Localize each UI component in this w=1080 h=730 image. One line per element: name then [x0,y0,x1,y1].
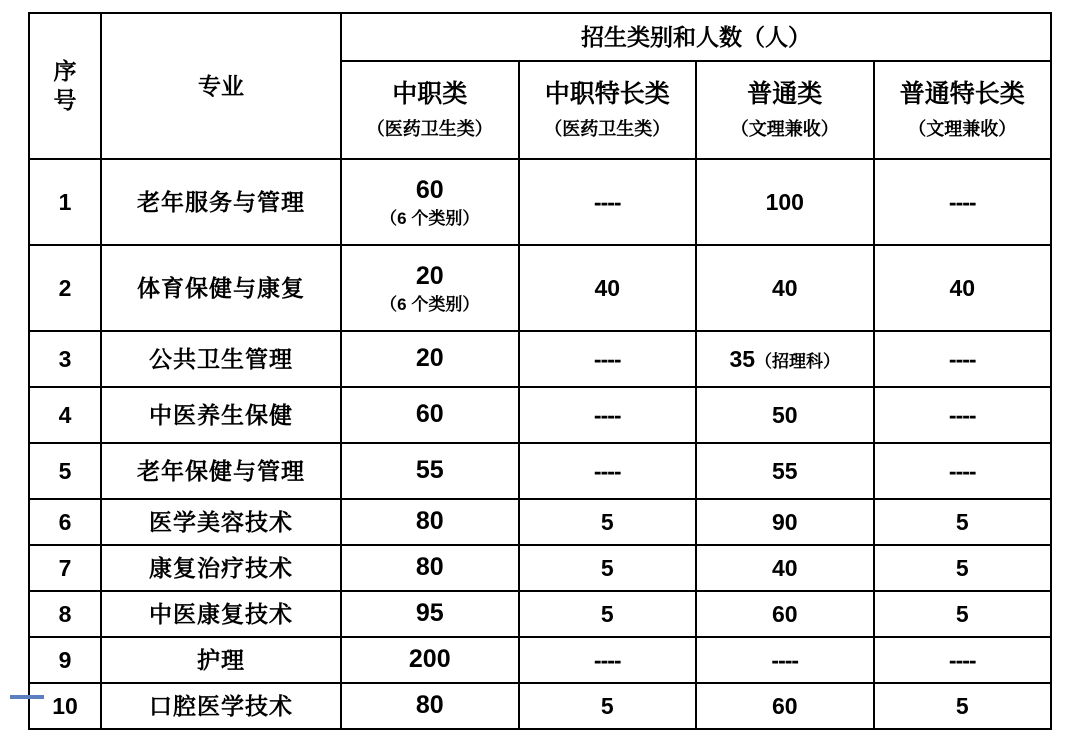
row-cat3-value: 40 [771,554,798,581]
row-major: 老年服务与管理 [101,159,341,245]
row-cat3 [696,591,874,637]
header-category-4-main: 普通特长类 [899,80,1025,109]
row-major: 中医养生保健 [101,387,341,443]
row-seq: 9 [29,637,101,683]
table-body [29,159,1051,729]
table-row [29,637,1051,683]
row-cat4: 5 [874,591,1052,637]
row-cat4: 5 [874,545,1052,591]
header-category-4-sub: （文理兼收） [908,119,1017,140]
row-cat3 [696,387,874,443]
row-cat1-note: （6 个类别） [380,295,480,314]
row-cat1 [341,159,519,245]
header-category-3-main: 普通类 [747,80,823,109]
row-seq: 7 [29,545,101,591]
row-cat1-value: 60 [415,175,444,204]
header-category-2 [519,61,697,159]
header-category-1-sub: （医药卫生类） [366,119,493,140]
header-seq-line1: 序 [53,58,77,85]
row-cat4: ---- [874,331,1052,387]
row-cat3-value: 55 [771,457,798,484]
table-row [29,683,1051,729]
row-cat4: 5 [874,683,1052,729]
header-category-1-main: 中职类 [392,80,468,109]
row-major: 老年保健与管理 [101,443,341,499]
row-cat1 [341,637,519,683]
row-seq: 8 [29,591,101,637]
row-cat1-value: 60 [415,400,444,429]
row-major: 中医康复技术 [101,591,341,637]
row-cat1 [341,245,519,331]
table-row [29,387,1051,443]
header-seq-line2: 号 [53,87,77,113]
row-cat1-value: 55 [415,456,444,485]
row-cat2: 5 [519,591,697,637]
row-major: 口腔医学技术 [101,683,341,729]
row-seq: 10 [29,683,101,729]
header-category-4 [874,61,1052,159]
row-cat2: ---- [519,637,697,683]
header-category-1 [341,61,519,159]
row-cat1-value: 20 [415,344,444,373]
row-major: 康复治疗技术 [101,545,341,591]
row-cat4: ---- [874,443,1052,499]
header-seq [29,13,101,159]
row-cat1 [341,683,519,729]
table-row [29,545,1051,591]
row-cat1 [341,331,519,387]
row-cat3-value: 40 [771,274,798,301]
row-cat2: ---- [519,443,697,499]
row-cat3 [696,545,874,591]
row-cat3 [696,499,874,545]
admission-plan-table [28,12,1052,730]
row-cat1 [341,443,519,499]
row-cat2: 5 [519,683,697,729]
row-cat1-value: 200 [408,645,451,674]
row-cat3-note: （招理科） [755,351,841,371]
table-header [29,13,1051,159]
row-cat1-note: （6 个类别） [380,209,480,228]
row-cat1 [341,387,519,443]
page-accent-mark [10,695,44,699]
row-major: 公共卫生管理 [101,331,341,387]
row-cat4: 5 [874,499,1052,545]
row-cat4: ---- [874,387,1052,443]
row-cat3 [696,159,874,245]
header-row-top [29,13,1051,61]
row-cat2: 40 [519,245,697,331]
row-cat1 [341,545,519,591]
row-cat3-value: 90 [771,508,798,535]
row-cat1-value: 20 [415,261,444,290]
row-cat3: ---- [696,637,874,683]
row-cat4: ---- [874,637,1052,683]
row-cat2: ---- [519,159,697,245]
row-cat2: 5 [519,499,697,545]
row-cat1-value: 95 [415,599,444,628]
table-row [29,591,1051,637]
table-row [29,245,1051,331]
row-seq: 3 [29,331,101,387]
row-cat3 [696,683,874,729]
header-category-3 [696,61,874,159]
row-seq: 1 [29,159,101,245]
row-seq: 6 [29,499,101,545]
row-cat2: ---- [519,387,697,443]
row-major: 护理 [101,637,341,683]
header-major: 专业 [101,13,341,159]
row-cat3 [696,245,874,331]
row-cat2: 5 [519,545,697,591]
row-cat1-value: 80 [415,691,444,720]
row-cat1-value: 80 [415,507,444,536]
row-cat4: 40 [874,245,1052,331]
header-group: 招生类别和人数（人） [341,13,1051,61]
row-cat3-value: 50 [771,401,798,428]
row-cat4: ---- [874,159,1052,245]
header-category-3-sub: （文理兼收） [730,119,839,140]
header-category-2-sub: （医药卫生类） [544,119,671,140]
header-category-2-main: 中职特长类 [544,80,670,109]
table-row [29,443,1051,499]
row-cat3-value: 100 [765,188,804,215]
table-row [29,331,1051,387]
row-major: 医学美容技术 [101,499,341,545]
row-cat1 [341,499,519,545]
table-row [29,159,1051,245]
row-cat2: ---- [519,331,697,387]
row-major: 体育保健与康复 [101,245,341,331]
row-seq: 2 [29,245,101,331]
table-row [29,499,1051,545]
row-cat3 [696,331,874,387]
row-cat3-value: 60 [771,692,798,719]
row-cat1 [341,591,519,637]
row-seq: 5 [29,443,101,499]
row-cat3-value: 60 [771,600,798,627]
row-cat1-value: 80 [415,553,444,582]
row-cat3-value: 35 [729,345,756,372]
row-cat3 [696,443,874,499]
row-seq: 4 [29,387,101,443]
